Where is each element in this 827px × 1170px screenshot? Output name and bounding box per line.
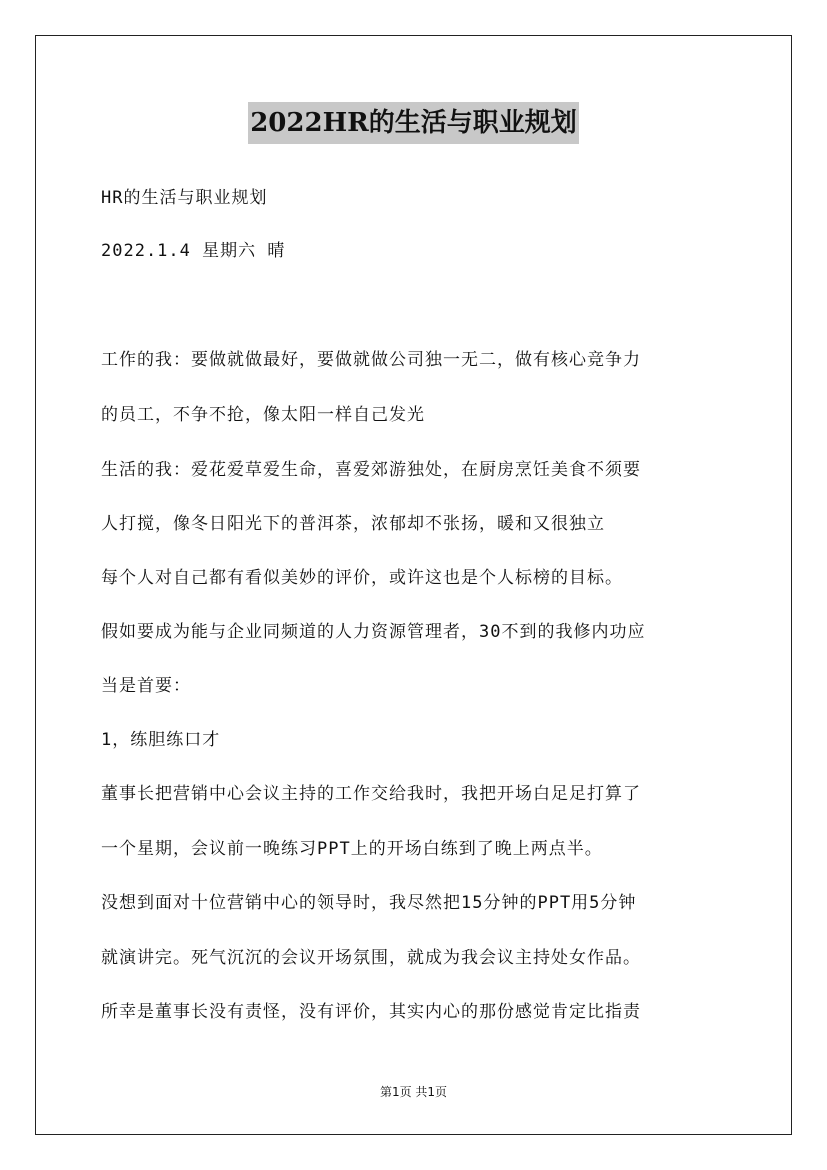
body-line: 董事长把营销中心会议主持的工作交给我时，我把开场白足足打算了 (101, 784, 641, 804)
list-item-heading: 1，练胆练口才 (101, 730, 221, 750)
body-line: 就演讲完。死气沉沉的会议开场氛围，就成为我会议主持处女作品。 (101, 948, 641, 968)
body-line: 每个人对自己都有看似美妙的评价，或许这也是个人标榜的目标。 (101, 568, 623, 588)
date-line: 2022.1.4 星期六 晴 (101, 241, 286, 261)
document-title: 2022HR的生活与职业规划 (248, 102, 579, 144)
body-line: 当是首要： (101, 676, 191, 696)
subtitle: HR的生活与职业规划 (101, 188, 268, 208)
body-line: 的员工，不争不抢，像太阳一样自己发光 (101, 405, 425, 425)
title-container (0, 102, 827, 144)
body-line: 假如要成为能与企业同频道的人力资源管理者，30不到的我修内功应 (101, 622, 646, 642)
body-line: 所幸是董事长没有责怪，没有评价，其实内心的那份感觉肯定比指责 (101, 1002, 641, 1022)
page-footer: 第1页 共1页 (379, 1085, 448, 1099)
body-line: 生活的我：爱花爱草爱生命，喜爱郊游独处，在厨房烹饪美食不须要 (101, 460, 641, 480)
body-line: 工作的我：要做就做最好，要做就做公司独一无二，做有核心竞争力 (101, 350, 641, 370)
body-line: 一个星期，会议前一晚练习PPT上的开场白练到了晚上两点半。 (101, 839, 603, 859)
body-line: 人打搅，像冬日阳光下的普洱茶，浓郁却不张扬，暖和又很独立 (101, 514, 605, 534)
body-line: 没想到面对十位营销中心的领导时，我尽然把15分钟的PPT用5分钟 (101, 893, 637, 913)
